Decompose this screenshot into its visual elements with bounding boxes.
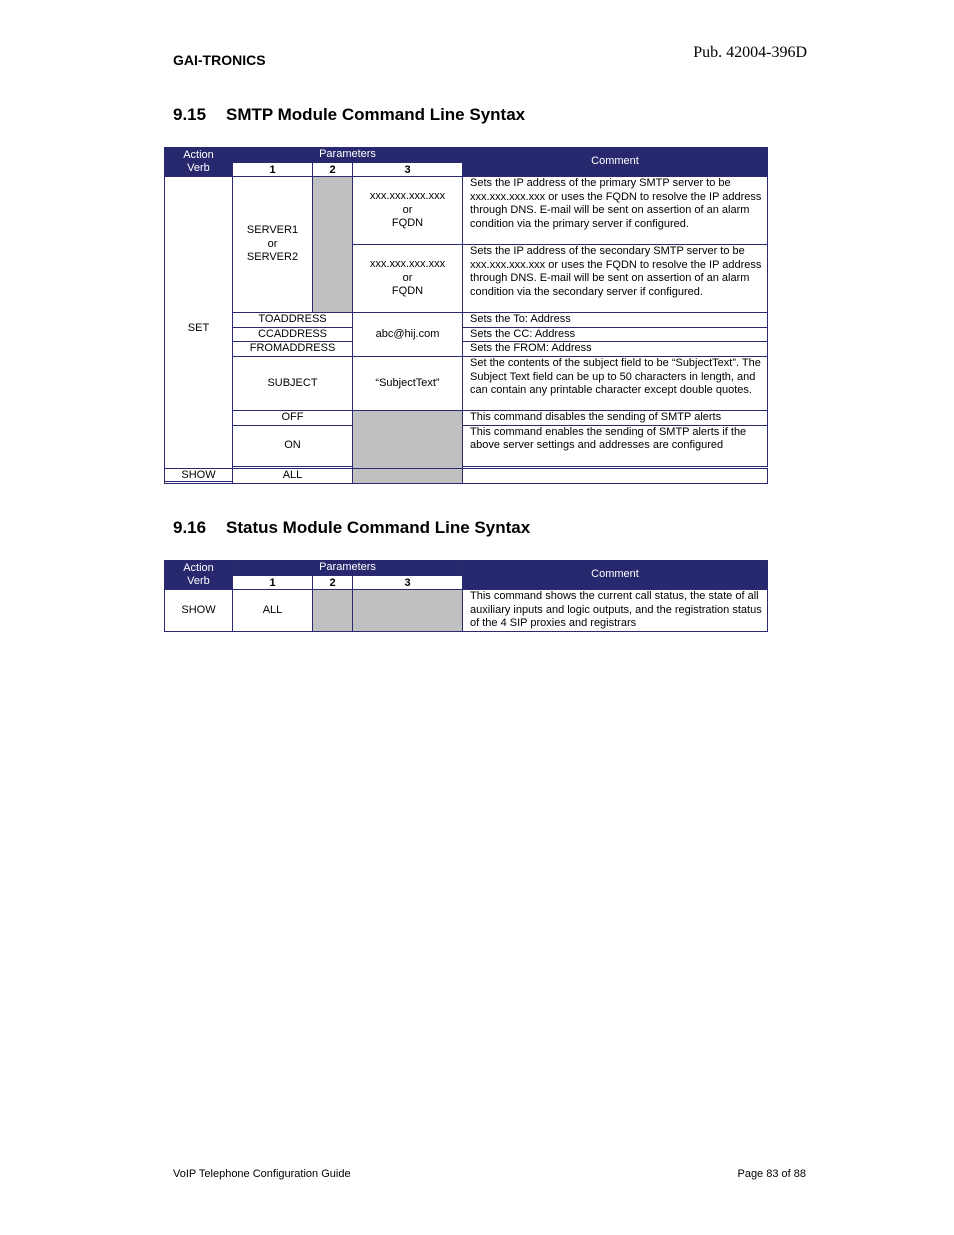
empty-param-cell	[313, 177, 353, 313]
header-action-verb	[165, 561, 233, 590]
section-number: 9.16	[173, 518, 207, 537]
header-param-2: 2	[313, 576, 353, 590]
param-all: ALL	[233, 469, 353, 484]
header-action-line2: Verb	[187, 575, 210, 587]
server-line1: SERVER1	[246, 224, 299, 237]
param-all: ALL	[233, 590, 313, 632]
param-on: ON	[233, 425, 353, 466]
section-title: SMTP Module Command Line Syntax	[226, 105, 526, 124]
comment-on: This command enables the sending of SMTP alerts if the above server settings and addresses are configured	[463, 425, 768, 466]
status-syntax-table	[164, 560, 768, 632]
header-param-3: 3	[353, 163, 463, 177]
header-action-line2: Verb	[187, 162, 210, 174]
verb-show: SHOW	[165, 590, 233, 632]
server-line2: or	[267, 237, 278, 250]
empty-param-cell	[313, 590, 353, 632]
param-email-value: abc@hij.com	[353, 313, 463, 357]
param-ip-primary	[353, 177, 463, 245]
header-comment: Comment	[463, 561, 768, 590]
comment-secondary-server: Sets the IP address of the secondary SMTP server to be xxx.xxx.xxx.xxx or uses the FQDN to resolve the IP address through DNS. E-mail will be sent on assertion of an alarm condition via the secondary server if configured.	[463, 245, 768, 313]
publication-number: Pub. 42004-396D	[693, 44, 807, 61]
section-number: 9.15	[173, 105, 207, 124]
header-param-3: 3	[353, 576, 463, 590]
section-title: Status Module Command Line Syntax	[226, 518, 531, 537]
header-action-line1: Action	[183, 148, 214, 161]
header-comment: Comment	[463, 148, 768, 177]
header-param-2: 2	[313, 163, 353, 177]
header-param-1: 1	[233, 163, 313, 177]
empty-param-cell	[353, 590, 463, 632]
ip-line2: or	[402, 203, 413, 216]
param-subject-value: “SubjectText”	[353, 357, 463, 411]
param-off: OFF	[233, 411, 353, 426]
header-action-line1: Action	[183, 561, 214, 574]
smtp-show-row-table	[164, 468, 768, 484]
comment-primary-server: Sets the IP address of the primary SMTP server to be xxx.xxx.xxx.xxx or uses the FQDN to resolve the IP address through DNS. E-mail will be sent on assertion of an alarm condition via the primary server if configured.	[463, 177, 768, 245]
smtp-syntax-table	[164, 147, 768, 482]
param-ip-secondary	[353, 245, 463, 313]
header-action-verb	[165, 148, 233, 177]
server-line3: SERVER2	[246, 251, 299, 264]
header-parameters: Parameters	[233, 148, 463, 163]
comment-empty	[463, 469, 768, 484]
ip-line2: or	[402, 271, 413, 284]
ip-line3: FQDN	[391, 217, 424, 230]
ip-line1: xxx.xxx.xxx.xxx	[369, 258, 446, 271]
comment-off: This command disables the sending of SMTP alerts	[463, 411, 768, 426]
ip-line1: xxx.xxx.xxx.xxx	[369, 190, 446, 203]
verb-show: SHOW	[165, 469, 233, 484]
header-param-1: 1	[233, 576, 313, 590]
param-toaddress: TOADDRESS	[233, 313, 353, 328]
header-parameters: Parameters	[233, 561, 463, 576]
section-heading-smtp	[173, 105, 525, 125]
empty-param-cell	[353, 469, 463, 484]
ip-line3: FQDN	[391, 285, 424, 298]
param-fromaddress: FROMADDRESS	[233, 342, 353, 357]
footer-doc-title: VoIP Telephone Configuration Guide	[173, 1168, 351, 1180]
param-ccaddress: CCADDRESS	[233, 327, 353, 342]
comment-show-status: This command shows the current call status, the state of all auxiliary inputs and logic outputs, and the registration status of the 4 SIP proxies and registrars	[463, 590, 768, 632]
param-subject: SUBJECT	[233, 357, 353, 411]
verb-set: SET	[165, 177, 233, 482]
comment-subject: Set the contents of the subject field to be “SubjectText”. The Subject Text field can be up to 50 characters in length, and can contain any printable character except double quotes.	[463, 357, 768, 411]
param-server	[233, 177, 313, 313]
comment-to: Sets the To: Address	[463, 313, 768, 328]
comment-cc: Sets the CC: Address	[463, 327, 768, 342]
footer-page-number: Page 83 of 88	[737, 1168, 806, 1180]
company-name: GAI-TRONICS	[173, 52, 266, 68]
comment-from: Sets the FROM: Address	[463, 342, 768, 357]
section-heading-status	[173, 518, 530, 538]
